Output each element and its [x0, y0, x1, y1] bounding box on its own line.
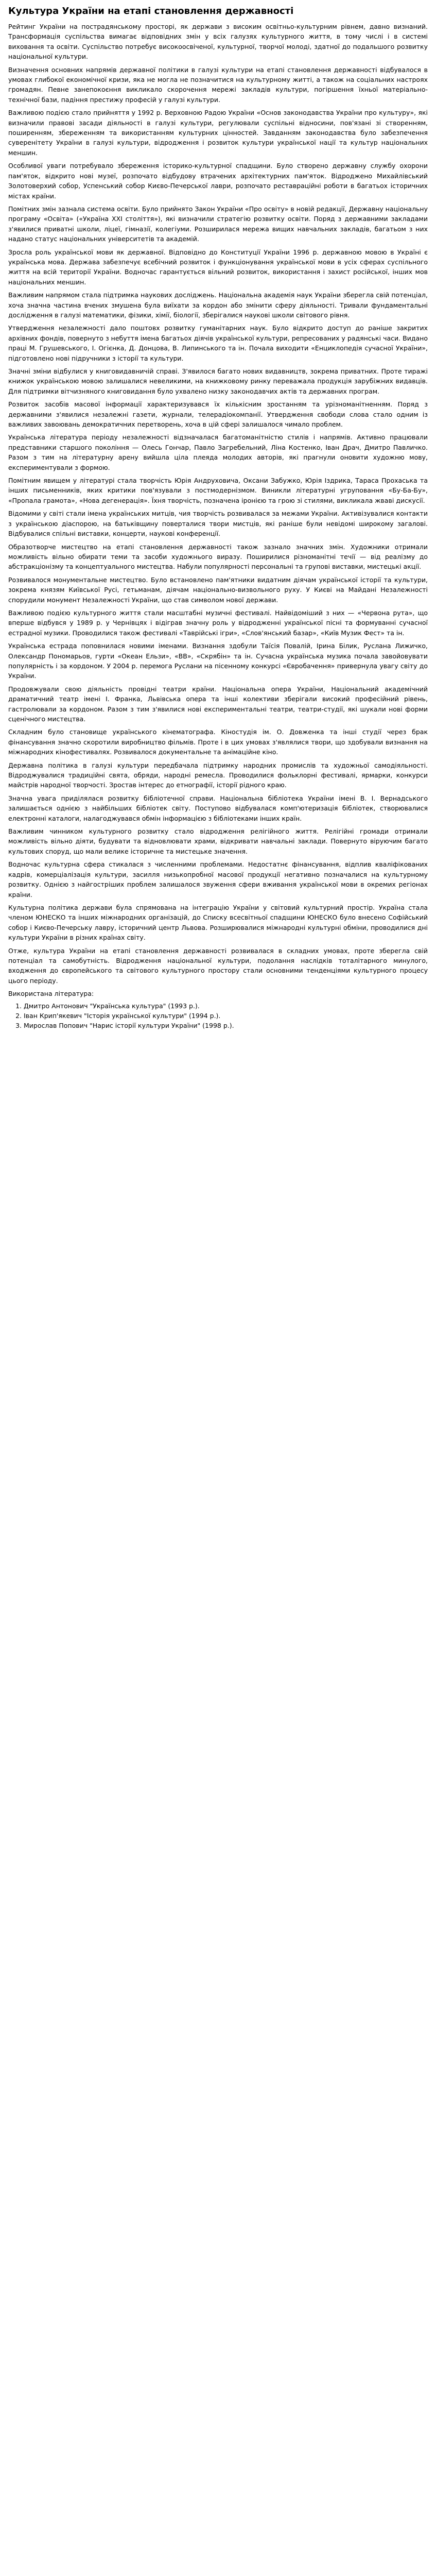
paragraph: Помітним явищем у літературі стала творчість Юрія Андруховича, Оксани Забужко, Юрія Іздрика, Тараса Прохаська та інших письменників, яких критики пов'язували з постмодернізмом. Виникли літературні угруповання «Бу-Ба-Бу», «Пропала грамота», «Нова дегенерація». Їхня творчість, позначена іронією та грою зі стилями, викликала жваві дискусії. — [8, 477, 428, 504]
paragraph: Рейтинг України на пострадянському просторі, як держави з високим освітньо-культурним рівнем, давно визнаний. Трансформація суспільства вимагає відповідних змін у всіх галузях культурного життя, в тому числі і в системі виховання та освіти. Суспільство потребує високоосвіченої, культурної, творчої молоді, здатної до подальшого розвитку національної культури. — [8, 23, 428, 61]
paragraph: Розвивалося монументальне мистецтво. Було встановлено пам'ятники видатним діячам української історії та культури, зокрема князям Київської Русі, гетьманам, діячам національно-визвольного руху. У Києві на Майдані Незалежності спорудили монумент Незалежності України, що став символом нової держави. — [8, 575, 428, 604]
paragraph: Важливою подією культурного життя стали масштабні музичні фестивалі. Найвідоміший з них — «Червона рута», що вперше відбувся у 1989 р. у Чернівцях і відіграв значну роль у відродженні української пісні та формуванні сучасної естрадної музики. Проводилися також фестивалі «Таврійські ігри», «Слов'янський базар», «Київ Музик Фест» та ін. — [8, 608, 428, 637]
paragraph: Значна увага приділялася розвитку бібліотечної справи. Національна бібліотека України імені В. І. Вернадського залишається однією з найбільших бібліотек світу. Поступово відбувалася комп'ютеризація бібліотек, створювалися електронні каталоги, налагоджувався обмін інформацією з бібліотеками інших країн. — [8, 794, 428, 822]
paragraph: Помітних змін зазнала система освіти. Було прийнято Закон України «Про освіту» в новій редакції, Державну національну програму «Освіта» («Україна XXI століття»), які визначили стратегію розвитку освіти. Поряд з державними закладами з'явилися приватні школи, ліцеї, гімназії, колегіуми. Розширилася мережа вищих навчальних закладів, багатьом з них надано статус національних університетів та академій. — [8, 205, 428, 243]
paragraph: Утвердження незалежності дало поштовх розвитку гуманітарних наук. Було відкрито доступ до раніше закритих архівних фондів, повернуто з небуття імена багатьох діячів української культури, репресованих у радянські часи. Видано праці М. Грушевського, І. Огієнка, Д. Донцова, В. Липинського та ін. Почала виходити «Енциклопедія сучасної України», підготовлено нові підручники з історії та культури. — [8, 324, 428, 362]
paragraph: Важливою подією стало прийняття у 1992 р. Верховною Радою України «Основ законодавства України про культуру», які визначили правові засади діяльності в галузі культури, регулювали суспільні відносини, пов'язані зі створенням, поширенням, збереженням та використанням культурних цінностей. Завданням законодавства було забезпечення суверенітету України в галузі культури, відродження і розвиток культури української нації та культур національних меншин. — [8, 109, 428, 157]
paragraph: Українська естрада поповнилася новими іменами. Визнання здобули Таїсія Повалій, Ірина Білик, Руслана Лижичко, Олександр Пономарьов, гурти «Океан Ельзи», «ВВ», «Скрябін» та ін. Сучасна українська музика почала завойовувати популярність і за кордоном. У 2004 р. перемога Руслани на пісенному конкурсі «Євробачення» привернула увагу світу до України. — [8, 642, 428, 680]
reference-item: 3. Мирослав Попович "Нарис історії культури України" (1998 р.). — [24, 1021, 428, 1030]
paragraph: Образотворче мистецтво на етапі становлення державності також зазнало значних змін. Художники отримали можливість вільно обирати теми та засоби художнього виразу. Поширилися різноманітні течії — від реалізму до абстракціонізму та концептуального мистецтва. Набули популярності персональні та групові виставки, мистецькі акції. — [8, 543, 428, 571]
paragraph: Значні зміни відбулися у книговидавничій справі. З'явилося багато нових видавництв, зокрема приватних. Проте тиражі книжок українською мовою залишалися невеликими, на книжковому ринку переважала продукція зарубіжних видавців. Для підтримки вітчизняного книговидання було ухвалено низку законодавчих актів та державних програм. — [8, 367, 428, 395]
paragraph: Продовжували свою діяльність провідні театри країни. Національна опера України, Національний академічний драматичний театр імені І. Франка, Львівська опера та інші колективи зберігали високий професійний рівень, гастролювали за кордоном. Разом з тим з'явилися нові експериментальні театри, театри-студії, які шукали нові форми сценічного мистецтва. — [8, 685, 428, 723]
paragraph: Розвиток засобів масової інформації характеризувався їх кількісним зростанням та урізноманітненням. Поряд з державними з'явилися незалежні газети, журнали, телерадіокомпанії. Утвердження свободи слова стало одним із важливих завоювань демократичних перетворень, хоча в цій сфері залишалося чимало проблем. — [8, 400, 428, 429]
paragraph: Українська література періоду незалежності відзначалася багатоманітністю стилів і напрямів. Активно працювали представники старшого покоління — Олесь Гончар, Павло Загребельний, Ліна Костенко, Іван Драч, Дмитро Павличко. Разом з тим на літературну арену вийшла ціла плеяда молодих авторів, які прагнули оновити художню мову, експериментували з формою. — [8, 433, 428, 471]
paragraph: Отже, культура України на етапі становлення державності розвивалася в складних умовах, проте зберегла свій потенціал та самобутність. Відродження національної культури, подолання наслідків тоталітарного минулого, входження до європейського та світового культурного простору стали основними тенденціями культурного процесу цього періоду. — [8, 946, 428, 985]
paragraph: Важливим напрямом стала підтримка наукових досліджень. Національна академія наук України зберегла свій потенціал, хоча значна частина вчених змушена була виїхати за кордон або змінити сферу діяльності. Тривали фундаментальні дослідження в галузі математики, фізики, хімії, біології, зберігалися наукові школи світового рівня. — [8, 291, 428, 319]
paragraph: Відомими у світі стали імена українських митців, чия творчість розвивалася за межами України. Активізувалися контакти з українською діаспорою, на батьківщину поверталися твори мистців, які раніше були невідомі широкому загалові. Відбувалися спільні виставки, концерти, наукові конференції. — [8, 510, 428, 538]
paragraph: Важливим чинником культурного розвитку стало відродження релігійного життя. Релігійні громади отримали можливість вільно діяти, будувати та відновлювати храми, відкривати навчальні заклади. Повернуто віруючим багато культових споруд, що мали велике історичне та мистецьке значення. — [8, 827, 428, 855]
references-list — [24, 1001, 428, 1031]
paragraph: Зросла роль української мови як державної. Відповідно до Конституції України 1996 р. державною мовою в Україні є українська мова. Держава забезпечує всебічний розвиток і функціонування української мови в усіх сферах суспільного життя на всій території України. Водночас гарантується вільний розвиток, використання і захист російської, інших мов національних меншин. — [8, 248, 428, 286]
document-title: Культура України на етапі становлення державності — [8, 6, 294, 16]
reference-item: 1. Дмитро Антонович "Українська культура" (1993 р.). — [24, 1001, 428, 1011]
reference-item: 2. Іван Крип'якевич "Історія української культури" (1994 р.). — [24, 1011, 428, 1021]
references-section — [8, 989, 428, 1031]
paragraph: Культурна політика держави була спрямована на інтеграцію України у світовий культурний простір. Україна стала членом ЮНЕСКО та інших міжнародних організацій, до Списку всесвітньої спадщини ЮНЕСКО було внесено Софійський собор і Києво-Печерську лавру, історичний центр Львова. Розширювалися міжнародні культурні обміни, проводилися дні культури України в різних країнах світу. — [8, 903, 428, 942]
paragraph: Водночас культурна сфера стикалася з численними проблемами. Недостатнє фінансування, відплив кваліфікованих кадрів, комерціалізація культури, засилля низькопробної масової продукції негативно позначалися на культурному розвитку. Однією з найгостріших проблем залишалося звуження сфери вживання української мови в окремих регіонах країни. — [8, 860, 428, 899]
document-body — [0, 0, 436, 1031]
paragraph: Особливої уваги потребувало збереження історико-культурної спадщини. Було створено державну службу охорони пам'яток, відкрито нові музеї, розпочато відбудову втрачених архітектурних пам'яток. Відроджено Михайлівський Золотоверхий собор, Успенський собор Києво-Печерської лаври, розпочато реставраційні роботи в багатьох історичних містах країни. — [8, 162, 428, 200]
paragraph: Визначення основних напрямів державної політики в галузі культури на етапі становлення державності відбувалося в умовах глибокої економічної кризи, яка не могла не позначитися на культурному житті, а також на соціальних настроях громадян. Певне занепокоєння викликало скорочення мережі закладів культури, погіршення їхньої матеріально-технічної бази, падіння престижу професій у галузі культури. — [8, 65, 428, 104]
paragraph: Державна політика в галузі культури передбачала підтримку народних промислів та художньої самодіяльності. Відроджувалися традиційні свята, обряди, народні ремесла. Проводилися фольклорні фестивалі, ярмарки, конкурси майстрів народної творчості. Зростав інтерес до етнографії, історії рідного краю. — [8, 761, 428, 789]
article-text — [8, 22, 428, 986]
references-heading: Використана література: — [8, 990, 94, 998]
paragraph: Складним було становище українського кінематографа. Кіностудія ім. О. Довженка та інші студії через брак фінансування значно скоротили виробництво фільмів. Проте і в цих умовах з'являлися твори, що здобували визнання на міжнародних кінофестивалях. Розвивалося документальне та анімаційне кіно. — [8, 728, 428, 756]
